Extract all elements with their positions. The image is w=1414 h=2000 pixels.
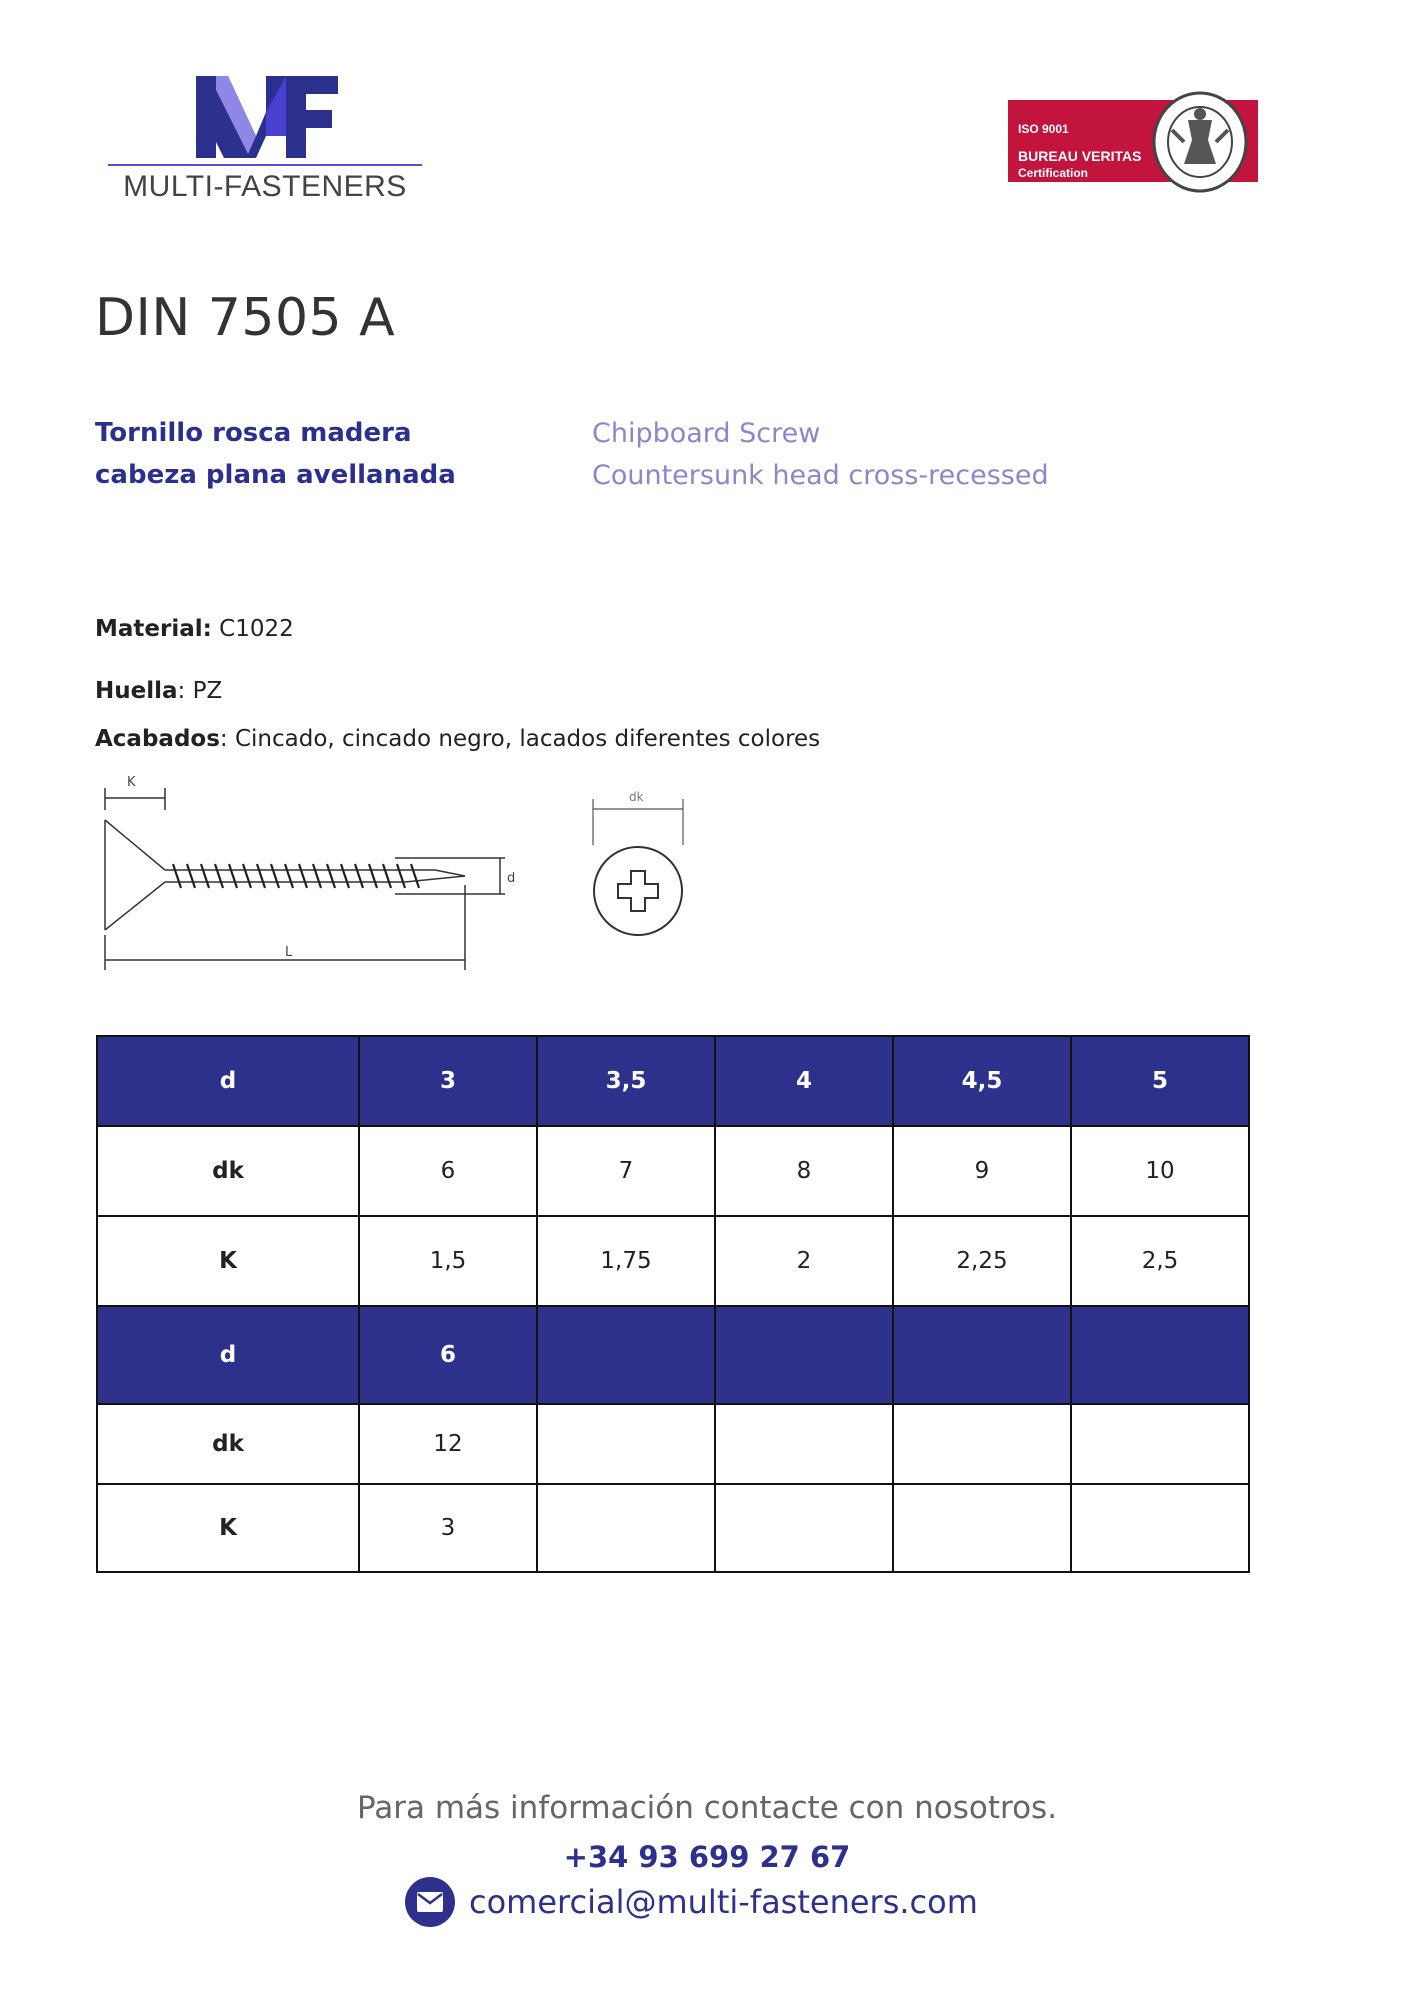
screw-thread	[173, 864, 181, 888]
dim-d-label: d	[507, 871, 516, 886]
table-cell	[537, 1306, 715, 1404]
subtitle-en-line1: Chipboard Screw	[592, 418, 821, 449]
screw-thread	[229, 864, 237, 888]
table-cell	[893, 1404, 1071, 1484]
screw-thread	[271, 864, 279, 888]
table-cell: 10	[1071, 1126, 1249, 1216]
table-cell: 2,25	[893, 1216, 1071, 1306]
table-header-row	[97, 1306, 1249, 1404]
table-cell: 3	[359, 1036, 537, 1126]
spec-material	[95, 616, 294, 642]
table-row	[97, 1216, 1249, 1306]
table-cell	[1071, 1306, 1249, 1404]
table-cell	[1071, 1484, 1249, 1572]
subtitle-en-line2: Countersunk head cross-recessed	[592, 460, 1049, 491]
screw-thread	[369, 864, 377, 888]
spec-acabados	[95, 726, 820, 752]
page-title: DIN 7505 A	[95, 288, 396, 348]
table-cell: 6	[359, 1306, 537, 1404]
screw-thread	[327, 864, 335, 888]
spec-acabados-label: Acabados	[95, 726, 220, 752]
cert-type-label: Certification	[1018, 166, 1089, 180]
table-cell: 2	[715, 1216, 893, 1306]
spec-huella	[95, 678, 222, 704]
dimensions-table	[96, 1035, 1250, 1573]
table-cell	[1071, 1404, 1249, 1484]
table-cell: d	[97, 1036, 359, 1126]
dim-dk-label: dk	[629, 790, 644, 804]
table-cell	[715, 1484, 893, 1572]
table-row-label: K	[97, 1216, 359, 1306]
table-cell: 3	[359, 1484, 537, 1572]
table-row	[97, 1404, 1249, 1484]
screw-thread	[201, 864, 209, 888]
table-cell	[537, 1484, 715, 1572]
subtitle-es-line2: cabeza plana avellanada	[95, 460, 456, 490]
table-cell	[715, 1404, 893, 1484]
table-cell	[893, 1484, 1071, 1572]
screw-thread	[187, 864, 195, 888]
table-cell: 4	[715, 1036, 893, 1126]
footer-email-link[interactable]: comercial@multi-fasteners.com	[469, 1883, 978, 1921]
table-cell: 1,75	[537, 1216, 715, 1306]
logo-divider	[108, 164, 422, 166]
screw-thread	[383, 864, 391, 888]
cert-iso-label: ISO 9001	[1018, 122, 1069, 136]
table-cell: 5	[1071, 1036, 1249, 1126]
table-cell: 2,5	[1071, 1216, 1249, 1306]
table-row-label: K	[97, 1484, 359, 1572]
cert-company-label: BUREAU VERITAS	[1018, 148, 1142, 164]
screw-thread	[243, 864, 251, 888]
table-cell	[893, 1306, 1071, 1404]
table-cell: 12	[359, 1404, 537, 1484]
screw-thread	[341, 864, 349, 888]
screw-thread	[285, 864, 293, 888]
table-cell: 6	[359, 1126, 537, 1216]
spec-huella-value: : PZ	[177, 678, 223, 704]
screw-thread	[215, 864, 223, 888]
footer-phone-link[interactable]: +34 93 699 27 67	[563, 1840, 851, 1874]
table-cell: 3,5	[537, 1036, 715, 1126]
table-cell: 1,5	[359, 1216, 537, 1306]
table-row-label: dk	[97, 1126, 359, 1216]
screw-thread	[397, 864, 405, 888]
spec-material-label: Material:	[95, 616, 212, 642]
table-cell	[537, 1404, 715, 1484]
screw-thread	[313, 864, 321, 888]
screw-thread	[355, 864, 363, 888]
screw-head-drawing	[565, 785, 715, 965]
table-cell: 9	[893, 1126, 1071, 1216]
table-row-label: dk	[97, 1404, 359, 1484]
footer-email-row[interactable]	[405, 1874, 978, 1930]
table-cell: 4,5	[893, 1036, 1071, 1126]
screw-thread	[411, 864, 419, 888]
table-row	[97, 1484, 1249, 1572]
pozidriv-recess-icon	[618, 871, 658, 911]
spec-acabados-value: : Cincado, cincado negro, lacados diferentes colores	[219, 726, 821, 752]
spec-material-value: C1022	[211, 616, 294, 642]
subtitle-es-line1: Tornillo rosca madera	[95, 418, 412, 448]
table-cell	[715, 1306, 893, 1404]
footer-contact-message: Para más información contacte con nosotros.	[356, 1790, 1058, 1826]
table-cell: 8	[715, 1126, 893, 1216]
iso-certification-badge	[1008, 90, 1258, 200]
dim-l-label: L	[285, 945, 293, 960]
dim-k-label: K	[127, 775, 136, 790]
table-row	[97, 1126, 1249, 1216]
logo-wordmark: MULTI-FASTENERS	[123, 170, 407, 203]
envelope-icon	[405, 1877, 455, 1927]
table-cell: d	[97, 1306, 359, 1404]
spec-huella-label: Huella	[95, 678, 178, 704]
screw-side-drawing	[95, 770, 530, 990]
table-cell: 7	[537, 1126, 715, 1216]
bureau-veritas-seal-icon	[1150, 90, 1250, 194]
screw-thread	[257, 864, 265, 888]
table-header-row	[97, 1036, 1249, 1126]
screw-thread	[299, 864, 307, 888]
